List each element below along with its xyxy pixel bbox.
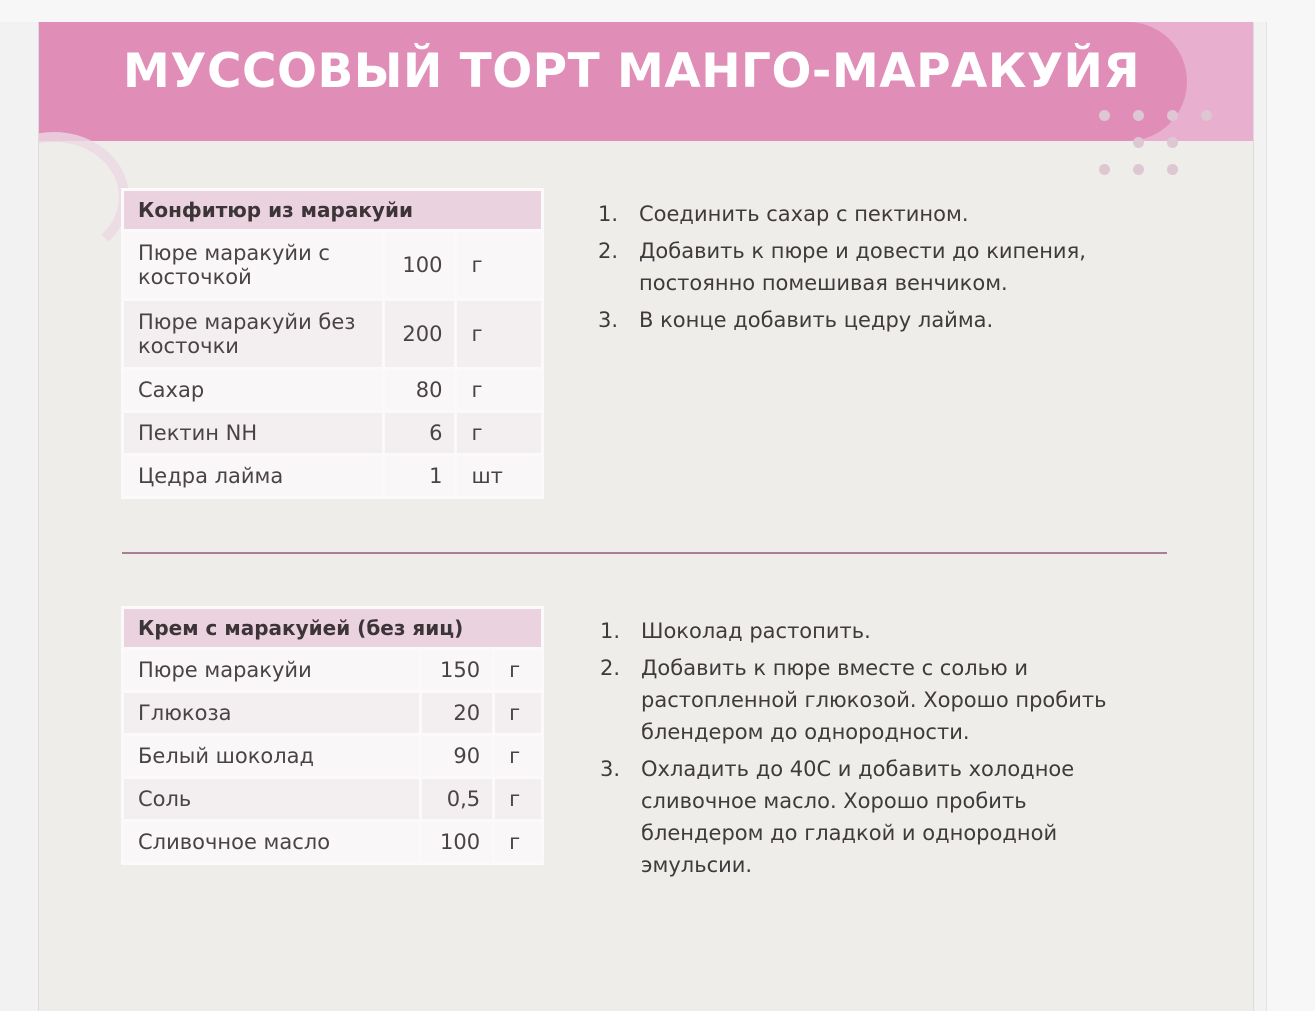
dot — [1201, 110, 1212, 121]
page-title: МУССОВЫЙ ТОРТ МАНГО-МАРАКУЙЯ — [123, 44, 1141, 99]
dot — [1099, 164, 1110, 175]
ingredient-name: Цедра лайма — [124, 456, 382, 496]
dot — [1133, 110, 1144, 121]
ingredient-qty: 1 — [385, 456, 455, 496]
ingredient-qty: 0,5 — [422, 779, 492, 819]
dot — [1133, 137, 1144, 148]
step-item — [600, 753, 1120, 881]
ingredient-qty: 90 — [422, 736, 492, 776]
steps-list-confiture — [598, 198, 1128, 341]
viewer-toolbar-area — [0, 0, 1315, 22]
ingredient-unit: г — [457, 301, 541, 367]
ingredient-unit: г — [495, 650, 541, 690]
ingredient-name: Пюре маракуйи без косточки — [124, 301, 382, 367]
step-text: Шоколад растопить. — [641, 619, 871, 643]
step-text: Охладить до 40С и добавить холодное сливочное масло. Хорошо пробить блендером до гладкой и однородной эмульсии. — [641, 757, 1075, 877]
dot — [1099, 110, 1110, 121]
step-number: 2. — [600, 656, 621, 680]
ingredient-unit: шт — [457, 456, 541, 496]
table-title: Крем с маракуйей (без яиц) — [124, 609, 541, 647]
ingredients-table-confiture — [121, 188, 544, 499]
section-divider — [122, 552, 1167, 554]
step-text: Добавить к пюре вместе с солью и растопленной глюкозой. Хорошо пробить блендером до однородности. — [641, 656, 1107, 744]
ingredient-unit: г — [457, 232, 541, 298]
step-text: Соединить сахар с пектином. — [639, 202, 969, 226]
dot — [1133, 164, 1144, 175]
ingredient-name: Соль — [124, 779, 419, 819]
viewer-scroll-gutter[interactable] — [1266, 22, 1315, 1011]
step-item — [600, 652, 1120, 748]
step-number: 1. — [598, 202, 619, 226]
step-item — [598, 304, 1128, 336]
decorative-swirl — [38, 132, 129, 262]
ingredient-qty: 20 — [422, 693, 492, 733]
dot — [1167, 110, 1178, 121]
ingredient-name: Сливочное масло — [124, 822, 419, 862]
step-number: 2. — [598, 239, 619, 263]
steps-list-cream — [600, 615, 1120, 886]
ingredient-name: Глюкоза — [124, 693, 419, 733]
step-number: 3. — [600, 757, 621, 781]
ingredient-unit: г — [457, 370, 541, 410]
step-item — [598, 235, 1128, 299]
step-text: Добавить к пюре и довести до кипения, постоянно помешивая венчиком. — [639, 239, 1086, 295]
step-item — [598, 198, 1128, 230]
step-number: 1. — [600, 619, 621, 643]
ingredient-unit: г — [495, 779, 541, 819]
dot — [1167, 164, 1178, 175]
ingredient-qty: 6 — [385, 413, 455, 453]
ingredient-qty: 100 — [385, 232, 455, 298]
ingredient-name: Сахар — [124, 370, 382, 410]
step-item — [600, 615, 1120, 647]
ingredient-name: Пектин NH — [124, 413, 382, 453]
ingredient-unit: г — [495, 736, 541, 776]
ingredient-name: Пюре маракуйи с косточкой — [124, 232, 382, 298]
ingredient-name: Белый шоколад — [124, 736, 419, 776]
table-title: Конфитюр из маракуйи — [124, 191, 541, 229]
ingredient-unit: г — [457, 413, 541, 453]
ingredient-qty: 200 — [385, 301, 455, 367]
ingredient-qty: 150 — [422, 650, 492, 690]
ingredient-unit: г — [495, 822, 541, 862]
ingredient-name: Пюре маракуйи — [124, 650, 419, 690]
ingredient-unit: г — [495, 693, 541, 733]
step-number: 3. — [598, 308, 619, 332]
dot — [1167, 137, 1178, 148]
ingredient-qty: 80 — [385, 370, 455, 410]
document-page — [38, 22, 1254, 1011]
step-text: В конце добавить цедру лайма. — [639, 308, 994, 332]
ingredient-qty: 100 — [422, 822, 492, 862]
ingredients-table-cream — [121, 606, 544, 865]
